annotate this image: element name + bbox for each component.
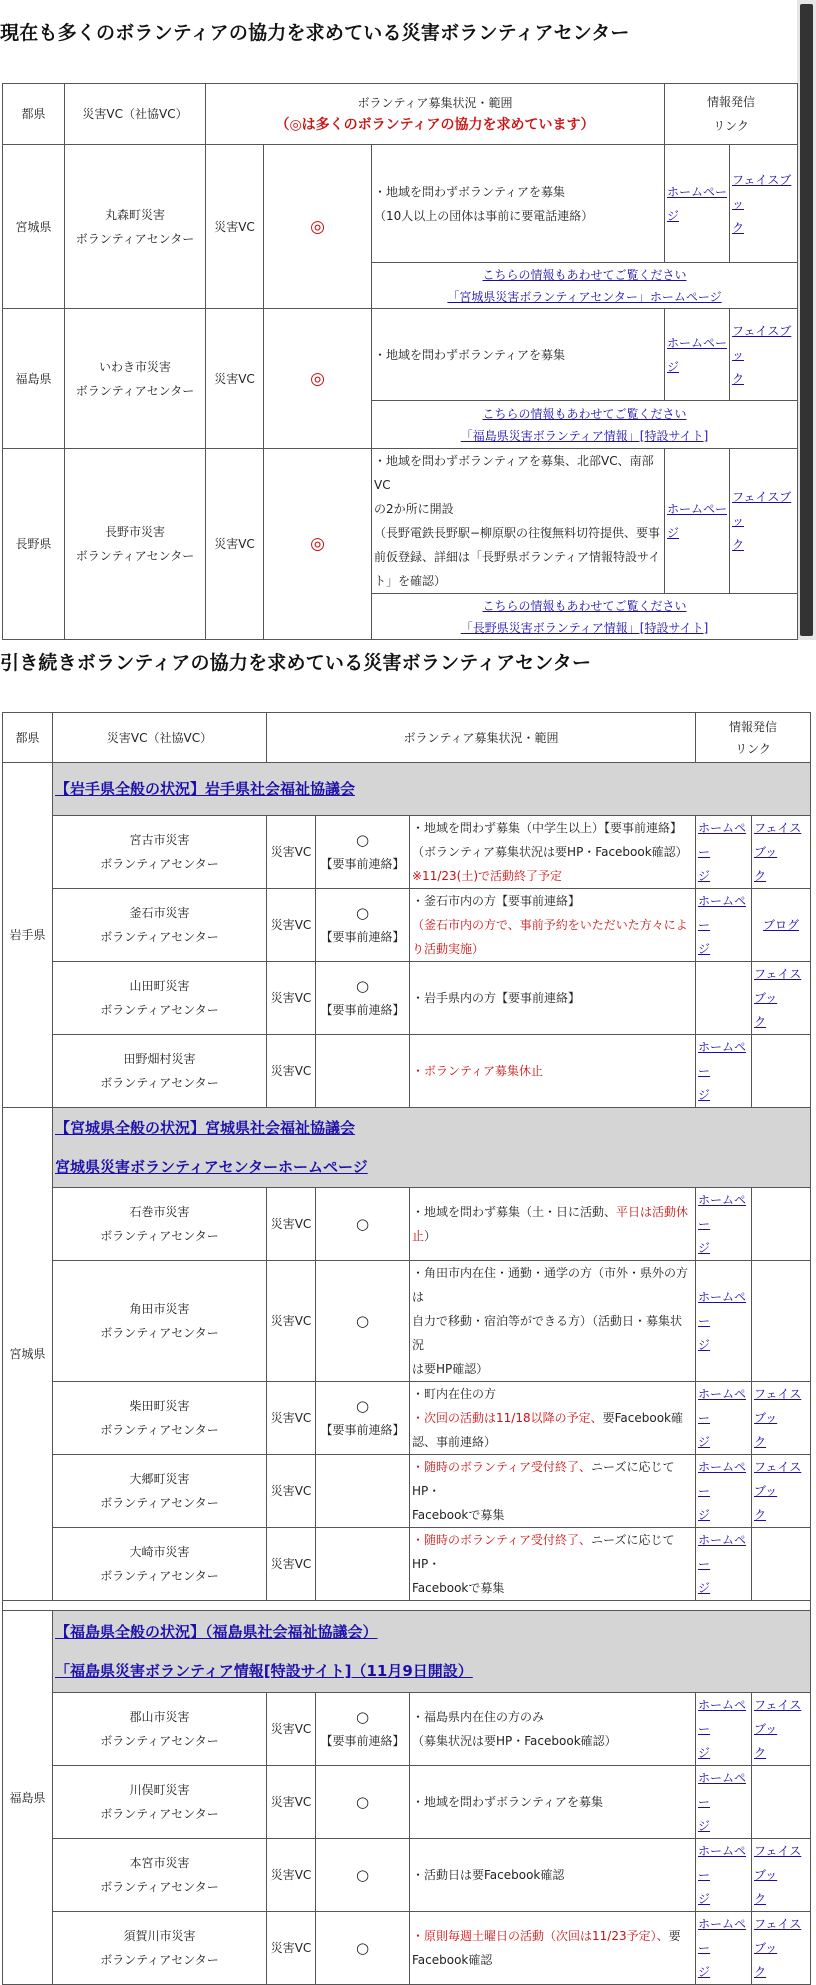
more-info-link[interactable]: こちらの情報もあわせてご覧ください 「福島県災害ボランティア情報」[特設サイト] — [460, 406, 709, 443]
facebook-link[interactable]: フェイスブッ ク — [754, 821, 802, 883]
homepage-link[interactable]: ホームペー ジ — [698, 1040, 747, 1102]
mark-cell — [316, 1035, 410, 1108]
desc-cell — [372, 449, 665, 594]
homepage-cell — [665, 309, 730, 401]
prefecture-status-link[interactable]: 【岩手県全般の状況】岩手県社会福祉協議会 — [55, 779, 356, 798]
center-name-line: ボランティアセンター — [100, 1229, 219, 1243]
mark-cell — [316, 1382, 410, 1455]
center-name-line: ボランティアセンター — [100, 1880, 219, 1894]
facebook-cell — [752, 1839, 811, 1912]
center-name-line: 丸森町災害 — [104, 207, 165, 222]
mark-cell — [316, 962, 410, 1035]
mark-cell — [316, 889, 410, 962]
circle-mark: ○ — [316, 1912, 410, 1985]
prefecture-special-site-link[interactable]: 「福島県災害ボランティア情報[特設サイト]（11月9日開設） — [55, 1661, 473, 1680]
facebook-link[interactable]: フェイスブッ ク — [754, 1844, 802, 1906]
homepage-link[interactable]: ホームペー ジ — [698, 1771, 747, 1833]
homepage-cell — [696, 816, 752, 889]
homepage-cell — [696, 1839, 752, 1912]
homepage-cell — [696, 1035, 752, 1108]
facebook-link[interactable]: フェイスブッ ク — [754, 1460, 802, 1522]
table-row — [3, 1035, 811, 1108]
center-name-line: ボランティアセンター — [75, 383, 195, 398]
facebook-cell — [752, 1035, 811, 1108]
homepage-cell — [696, 1382, 752, 1455]
desc-line: （釜石市内の方で、事前予約をいただいた方々によ — [412, 918, 688, 932]
separator-row — [3, 1601, 811, 1611]
desc-cell — [410, 1912, 696, 1985]
header-info: 情報発信 — [707, 95, 756, 109]
center-name — [53, 1188, 267, 1261]
center-name-line: ボランティアセンター — [100, 1734, 219, 1748]
more-info-link[interactable]: こちらの情報もあわせてご覧ください 「長野県災害ボランティア情報」[特設サイト] — [460, 598, 709, 635]
homepage-link[interactable]: ホームペー ジ — [698, 1917, 747, 1979]
circle-mark: ○ — [355, 1397, 370, 1415]
desc-line: （10人以上の団体は事前に要電話連絡） — [374, 208, 594, 223]
homepage-cell — [696, 889, 752, 962]
prefecture-status-link[interactable]: 【宮城県全般の状況】宮城県社会福祉協議会 — [55, 1118, 356, 1137]
desc-cell — [410, 1839, 696, 1912]
double-circle-mark: ◎ — [264, 309, 372, 449]
homepage-cell — [696, 962, 752, 1035]
facebook-link[interactable]: フェイスブッ ク — [754, 1917, 802, 1979]
center-name-line: ボランティアセンター — [100, 930, 219, 944]
vc-type: 災害VC — [267, 816, 316, 889]
center-name — [53, 1912, 267, 1985]
center-name — [65, 449, 206, 640]
circle-mark: ○ — [355, 1708, 370, 1726]
homepage-cell — [696, 1188, 752, 1261]
circle-mark: ○ — [355, 977, 370, 995]
pref-cell: 宮城県 — [3, 1108, 53, 1601]
desc-line: 認、事前連絡） — [412, 1435, 497, 1449]
section2-header-row — [3, 713, 811, 763]
require-contact: 【要事前連絡】 — [320, 1003, 405, 1017]
require-contact: 【要事前連絡】 — [320, 930, 405, 944]
circle-mark: ○ — [316, 1261, 410, 1382]
facebook-cell — [752, 1766, 811, 1839]
homepage-link[interactable]: ホームペー ジ — [698, 1844, 747, 1906]
header-vc: 災害VC（社協VC） — [53, 713, 267, 763]
center-name-line: ボランティアセンター — [75, 231, 195, 246]
vc-type: 災害VC — [267, 1455, 316, 1528]
scrollbar[interactable] — [797, 0, 816, 640]
homepage-cell — [696, 1261, 752, 1382]
center-name — [53, 1766, 267, 1839]
desc-line: 自力で移動・宿泊等ができる方）（活動日・募集状況 — [412, 1314, 683, 1352]
group-link-cell — [53, 763, 811, 816]
pref-cell: 長野県 — [3, 449, 65, 640]
desc-line: Facebookで募集 — [412, 1581, 505, 1595]
header-link: リンク — [713, 119, 749, 133]
pref-cell: 福島県 — [3, 1611, 53, 1985]
group-header-row — [3, 1108, 811, 1188]
table-row — [3, 962, 811, 1035]
homepage-cell — [696, 1693, 752, 1766]
desc-line: ・地域を問わず募集（土・日に活動、平日は活動休 — [412, 1205, 689, 1219]
homepage-link[interactable]: ホームペー ジ — [667, 502, 728, 540]
desc-line: ・町内在住の方 — [412, 1387, 497, 1401]
center-name — [65, 309, 206, 449]
desc-line: Facebookで募集 — [412, 1508, 505, 1522]
center-name — [53, 816, 267, 889]
center-name-line: 角田市災害 — [129, 1302, 190, 1316]
desc-line: ・釜石市内の方【要事前連絡】 — [412, 894, 581, 908]
desc-line: ・次回の活動は11/18以降の予定、要Facebook確 — [412, 1411, 683, 1425]
homepage-cell — [665, 145, 730, 263]
center-name-line: 宮古市災害 — [129, 833, 190, 847]
desc-line: ・地域を問わず募集（中学生以上）【要事前連絡】 — [412, 821, 683, 835]
facebook-link[interactable]: フェイスブッ ク — [754, 1387, 802, 1449]
center-name — [53, 1693, 267, 1766]
section1-title: 現在も多くのボランティアの協力を求めている災害ボランティアセンター — [0, 22, 630, 44]
center-name-line: ボランティアセンター — [100, 1496, 219, 1510]
vc-type: 災害VC — [206, 449, 264, 640]
header-info: 情報発信 — [729, 719, 778, 734]
center-name-line: いわき市災害 — [98, 359, 171, 374]
desc-cell — [410, 1261, 696, 1382]
center-name-line: ボランティアセンター — [100, 1076, 219, 1090]
more-cell — [372, 594, 798, 640]
require-contact: 【要事前連絡】 — [320, 1423, 405, 1437]
facebook-cell — [752, 1693, 811, 1766]
center-name-line: 大崎市災害 — [129, 1545, 190, 1559]
prefecture-homepage-link[interactable]: 宮城県災害ボランティアセンターホームページ — [55, 1157, 368, 1176]
group-header-row — [3, 763, 811, 816]
center-name — [53, 1035, 267, 1108]
homepage-link[interactable]: ホームペー ジ — [698, 1460, 747, 1522]
homepage-cell — [696, 1455, 752, 1528]
facebook-cell — [752, 1528, 811, 1601]
center-name-line: ボランティアセンター — [100, 1569, 219, 1583]
center-name — [53, 962, 267, 1035]
desc-line: ・地域を問わずボランティアを募集 — [412, 1795, 604, 1809]
table-row — [3, 1188, 811, 1261]
mark-cell — [316, 1693, 410, 1766]
desc-line: 前仮登録、詳細は「長野県ボランティア情報特設サイ — [374, 550, 661, 564]
facebook-cell — [752, 1382, 811, 1455]
header-pref: 都県 — [3, 713, 53, 763]
desc-line: ・随時のボランティア受付終了、ニーズに応じてHP・ — [412, 1533, 675, 1571]
mark-cell — [316, 816, 410, 889]
desc-cell — [410, 1455, 696, 1528]
homepage-cell — [696, 1912, 752, 1985]
facebook-link[interactable]: フェイスブッ ク — [754, 1698, 802, 1760]
center-name-line: 郡山市災害 — [129, 1710, 190, 1724]
require-contact: 【要事前連絡】 — [320, 857, 405, 871]
group-header-row — [3, 1611, 811, 1693]
table-row — [3, 145, 798, 263]
vc-type: 災害VC — [267, 1035, 316, 1108]
facebook-cell — [752, 816, 811, 889]
desc-line: ・地域を問わずボランティアを募集、北部VC、南部VC — [374, 454, 654, 492]
table-row — [3, 1839, 811, 1912]
desc-line: の2か所に開設 — [374, 502, 454, 516]
require-contact: 【要事前連絡】 — [320, 1734, 405, 1748]
center-name-line: ボランティアセンター — [100, 857, 219, 871]
vc-type: 災害VC — [267, 1912, 316, 1985]
vc-type: 災害VC — [206, 145, 264, 309]
desc-line: ・地域を問わずボランティアを募集 — [374, 184, 566, 199]
table-row — [3, 1766, 811, 1839]
desc-cell — [410, 1382, 696, 1455]
center-name-line: ボランティアセンター — [100, 1423, 219, 1437]
center-name — [53, 1455, 267, 1528]
homepage-link[interactable]: ホームペー ジ — [698, 821, 747, 883]
table-row — [3, 816, 811, 889]
facebook-cell — [752, 962, 811, 1035]
homepage-link[interactable]: ホームペー ジ — [698, 1193, 747, 1255]
center-name-line: ボランティアセンター — [75, 549, 195, 563]
homepage-link[interactable]: ホームペー ジ — [698, 1387, 747, 1449]
vc-type: 災害VC — [267, 1839, 316, 1912]
center-name — [53, 1382, 267, 1455]
center-name-line: 石巻市災害 — [129, 1205, 190, 1219]
mark-cell — [316, 1455, 410, 1528]
header-status-cell — [206, 84, 665, 145]
desc-cell — [410, 1693, 696, 1766]
header-pref: 都県 — [3, 84, 65, 145]
desc-line: ・随時のボランティア受付終了、ニーズに応じてHP・ — [412, 1460, 675, 1498]
table-row — [3, 309, 798, 401]
table-row — [3, 449, 798, 594]
desc-line: ・地域を問わずボランティアを募集 — [374, 347, 566, 362]
facebook-link[interactable]: フェイスブッ ク — [754, 967, 802, 1029]
center-name — [53, 889, 267, 962]
table-row — [3, 1912, 811, 1985]
center-name-line: ボランティアセンター — [100, 1807, 219, 1821]
section1-table — [2, 83, 798, 640]
center-name-line: ボランティアセンター — [100, 1003, 219, 1017]
homepage-cell — [696, 1528, 752, 1601]
homepage-link[interactable]: ホームペー ジ — [698, 894, 747, 956]
center-name — [53, 1839, 267, 1912]
desc-cell — [410, 889, 696, 962]
center-name-line: 大郷町災害 — [129, 1472, 190, 1486]
scrollbar-thumb[interactable] — [800, 4, 813, 636]
homepage-link[interactable]: ホームペー ジ — [667, 335, 728, 374]
desc-cell — [410, 1766, 696, 1839]
pref-cell: 福島県 — [3, 309, 65, 449]
desc-line: ・ボランティア募集休止 — [412, 1064, 544, 1078]
vc-type: 災害VC — [267, 1261, 316, 1382]
center-name — [53, 1261, 267, 1382]
facebook-cell — [730, 449, 798, 594]
desc-line: ・角田市内在住・通勤・通学の方（市外・県外の方は — [412, 1266, 689, 1304]
circle-mark: ○ — [316, 1766, 410, 1839]
header-status: ボランティア募集状況・範囲 — [357, 96, 513, 110]
header-info-cell — [696, 713, 811, 763]
vc-type: 災害VC — [267, 1528, 316, 1601]
facebook-link[interactable]: フェイスブッ ク — [732, 323, 792, 386]
header-link: リンク — [735, 741, 771, 756]
center-name-line: 川俣町災害 — [129, 1783, 190, 1797]
group-link-cell — [53, 1108, 811, 1188]
desc-line: （募集状況は要HP・Facebook確認） — [412, 1734, 617, 1748]
desc-line: （ボランティア募集状況は要HP・Facebook確認） — [412, 845, 688, 859]
pref-cell: 岩手県 — [3, 763, 53, 1108]
center-name — [53, 1528, 267, 1601]
more-cell — [372, 401, 798, 449]
desc-line: り活動実施） — [412, 942, 485, 956]
header-info-cell — [665, 84, 798, 145]
facebook-cell — [730, 145, 798, 263]
desc-line: （長野電鉄長野駅−柳原駅の往復無料切符提供、要事 — [374, 526, 661, 540]
header-status: ボランティア募集状況・範囲 — [267, 713, 696, 763]
vc-type: 災害VC — [267, 1766, 316, 1839]
section1-header-row — [3, 84, 798, 145]
pref-cell: 宮城県 — [3, 145, 65, 309]
header-note: （◎は多くのボランティアの協力を求めています） — [275, 117, 595, 133]
circle-mark: ○ — [355, 904, 370, 922]
vc-type: 災害VC — [206, 309, 264, 449]
desc-cell — [410, 1188, 696, 1261]
facebook-cell — [752, 1261, 811, 1382]
facebook-cell — [752, 1455, 811, 1528]
separator-cell — [3, 1601, 811, 1611]
double-circle-mark: ◎ — [264, 145, 372, 309]
blog-cell — [752, 889, 811, 962]
center-name-line: 釜石市災害 — [129, 906, 190, 920]
facebook-cell — [752, 1912, 811, 1985]
desc-line: ・福島県内在住の方のみ — [412, 1710, 545, 1724]
homepage-link[interactable]: ホームペー ジ — [698, 1290, 747, 1352]
center-name-line: ボランティアセンター — [100, 1326, 219, 1340]
center-name-line: 本宮市災害 — [129, 1856, 190, 1870]
desc-cell — [372, 309, 665, 401]
center-name-line: 山田町災害 — [129, 979, 190, 993]
desc-cell — [372, 145, 665, 263]
double-circle-mark: ◎ — [264, 449, 372, 640]
header-vc: 災害VC（社協VC） — [65, 84, 206, 145]
homepage-link[interactable]: ホームペー ジ — [698, 1533, 747, 1595]
center-name-line: 柴田町災害 — [129, 1399, 190, 1413]
circle-mark: ○ — [316, 1188, 410, 1261]
vc-type: 災害VC — [267, 1382, 316, 1455]
desc-line: ・原則毎週土曜日の活動（次回は11/23予定）、要 — [412, 1929, 681, 1943]
section2-table — [2, 712, 811, 1985]
prefecture-status-link[interactable]: 【福島県全般の状況】（福島県社会福祉協議会） — [55, 1622, 378, 1641]
facebook-link[interactable]: フェイスブッ ク — [732, 172, 792, 235]
desc-line: ト」を確認） — [374, 574, 447, 588]
desc-cell — [410, 1035, 696, 1108]
desc-line: ・岩手県内の方【要事前連絡】 — [412, 991, 581, 1005]
table-row — [3, 1382, 811, 1455]
center-name — [65, 145, 206, 309]
blog-link[interactable]: ブログ — [763, 918, 800, 932]
vc-type: 災害VC — [267, 1188, 316, 1261]
desc-cell — [410, 1528, 696, 1601]
homepage-cell — [665, 449, 730, 594]
facebook-cell — [752, 1188, 811, 1261]
table-row — [3, 1528, 811, 1601]
table-row — [3, 1261, 811, 1382]
section2-title: 引き続きボランティアの協力を求めている災害ボランティアセンター — [0, 652, 592, 674]
desc-line: ・活動日は要Facebook確認 — [412, 1868, 565, 1882]
table-row — [3, 1455, 811, 1528]
group-link-cell — [53, 1611, 811, 1693]
table-row — [3, 1693, 811, 1766]
mark-cell — [316, 1528, 410, 1601]
circle-mark: ○ — [355, 831, 370, 849]
homepage-link[interactable]: ホームペー ジ — [667, 184, 728, 223]
more-info-link[interactable]: こちらの情報もあわせてご覧ください 「宮城県災害ボランティアセンター」ホームページ — [447, 267, 722, 304]
vc-type: 災害VC — [267, 962, 316, 1035]
desc-cell — [410, 816, 696, 889]
homepage-link[interactable]: ホームペー ジ — [698, 1698, 747, 1760]
desc-line: 止） — [412, 1229, 437, 1243]
vc-type: 災害VC — [267, 889, 316, 962]
desc-line: Facebook確認 — [412, 1953, 493, 1967]
homepage-cell — [696, 1766, 752, 1839]
desc-line: は要HP確認） — [412, 1362, 489, 1376]
desc-cell — [410, 962, 696, 1035]
center-name-line: 田野畑村災害 — [123, 1052, 196, 1066]
table-row — [3, 889, 811, 962]
circle-mark: ○ — [316, 1839, 410, 1912]
desc-line: ※11/23(土)で活動終了予定 — [412, 869, 563, 883]
center-name-line: ボランティアセンター — [100, 1953, 219, 1967]
facebook-link[interactable]: フェイスブッ ク — [732, 490, 792, 552]
facebook-cell — [730, 309, 798, 401]
center-name-line: 須賀川市災害 — [123, 1929, 196, 1943]
vc-type: 災害VC — [267, 1693, 316, 1766]
more-cell — [372, 263, 798, 309]
center-name-line: 長野市災害 — [104, 525, 165, 539]
